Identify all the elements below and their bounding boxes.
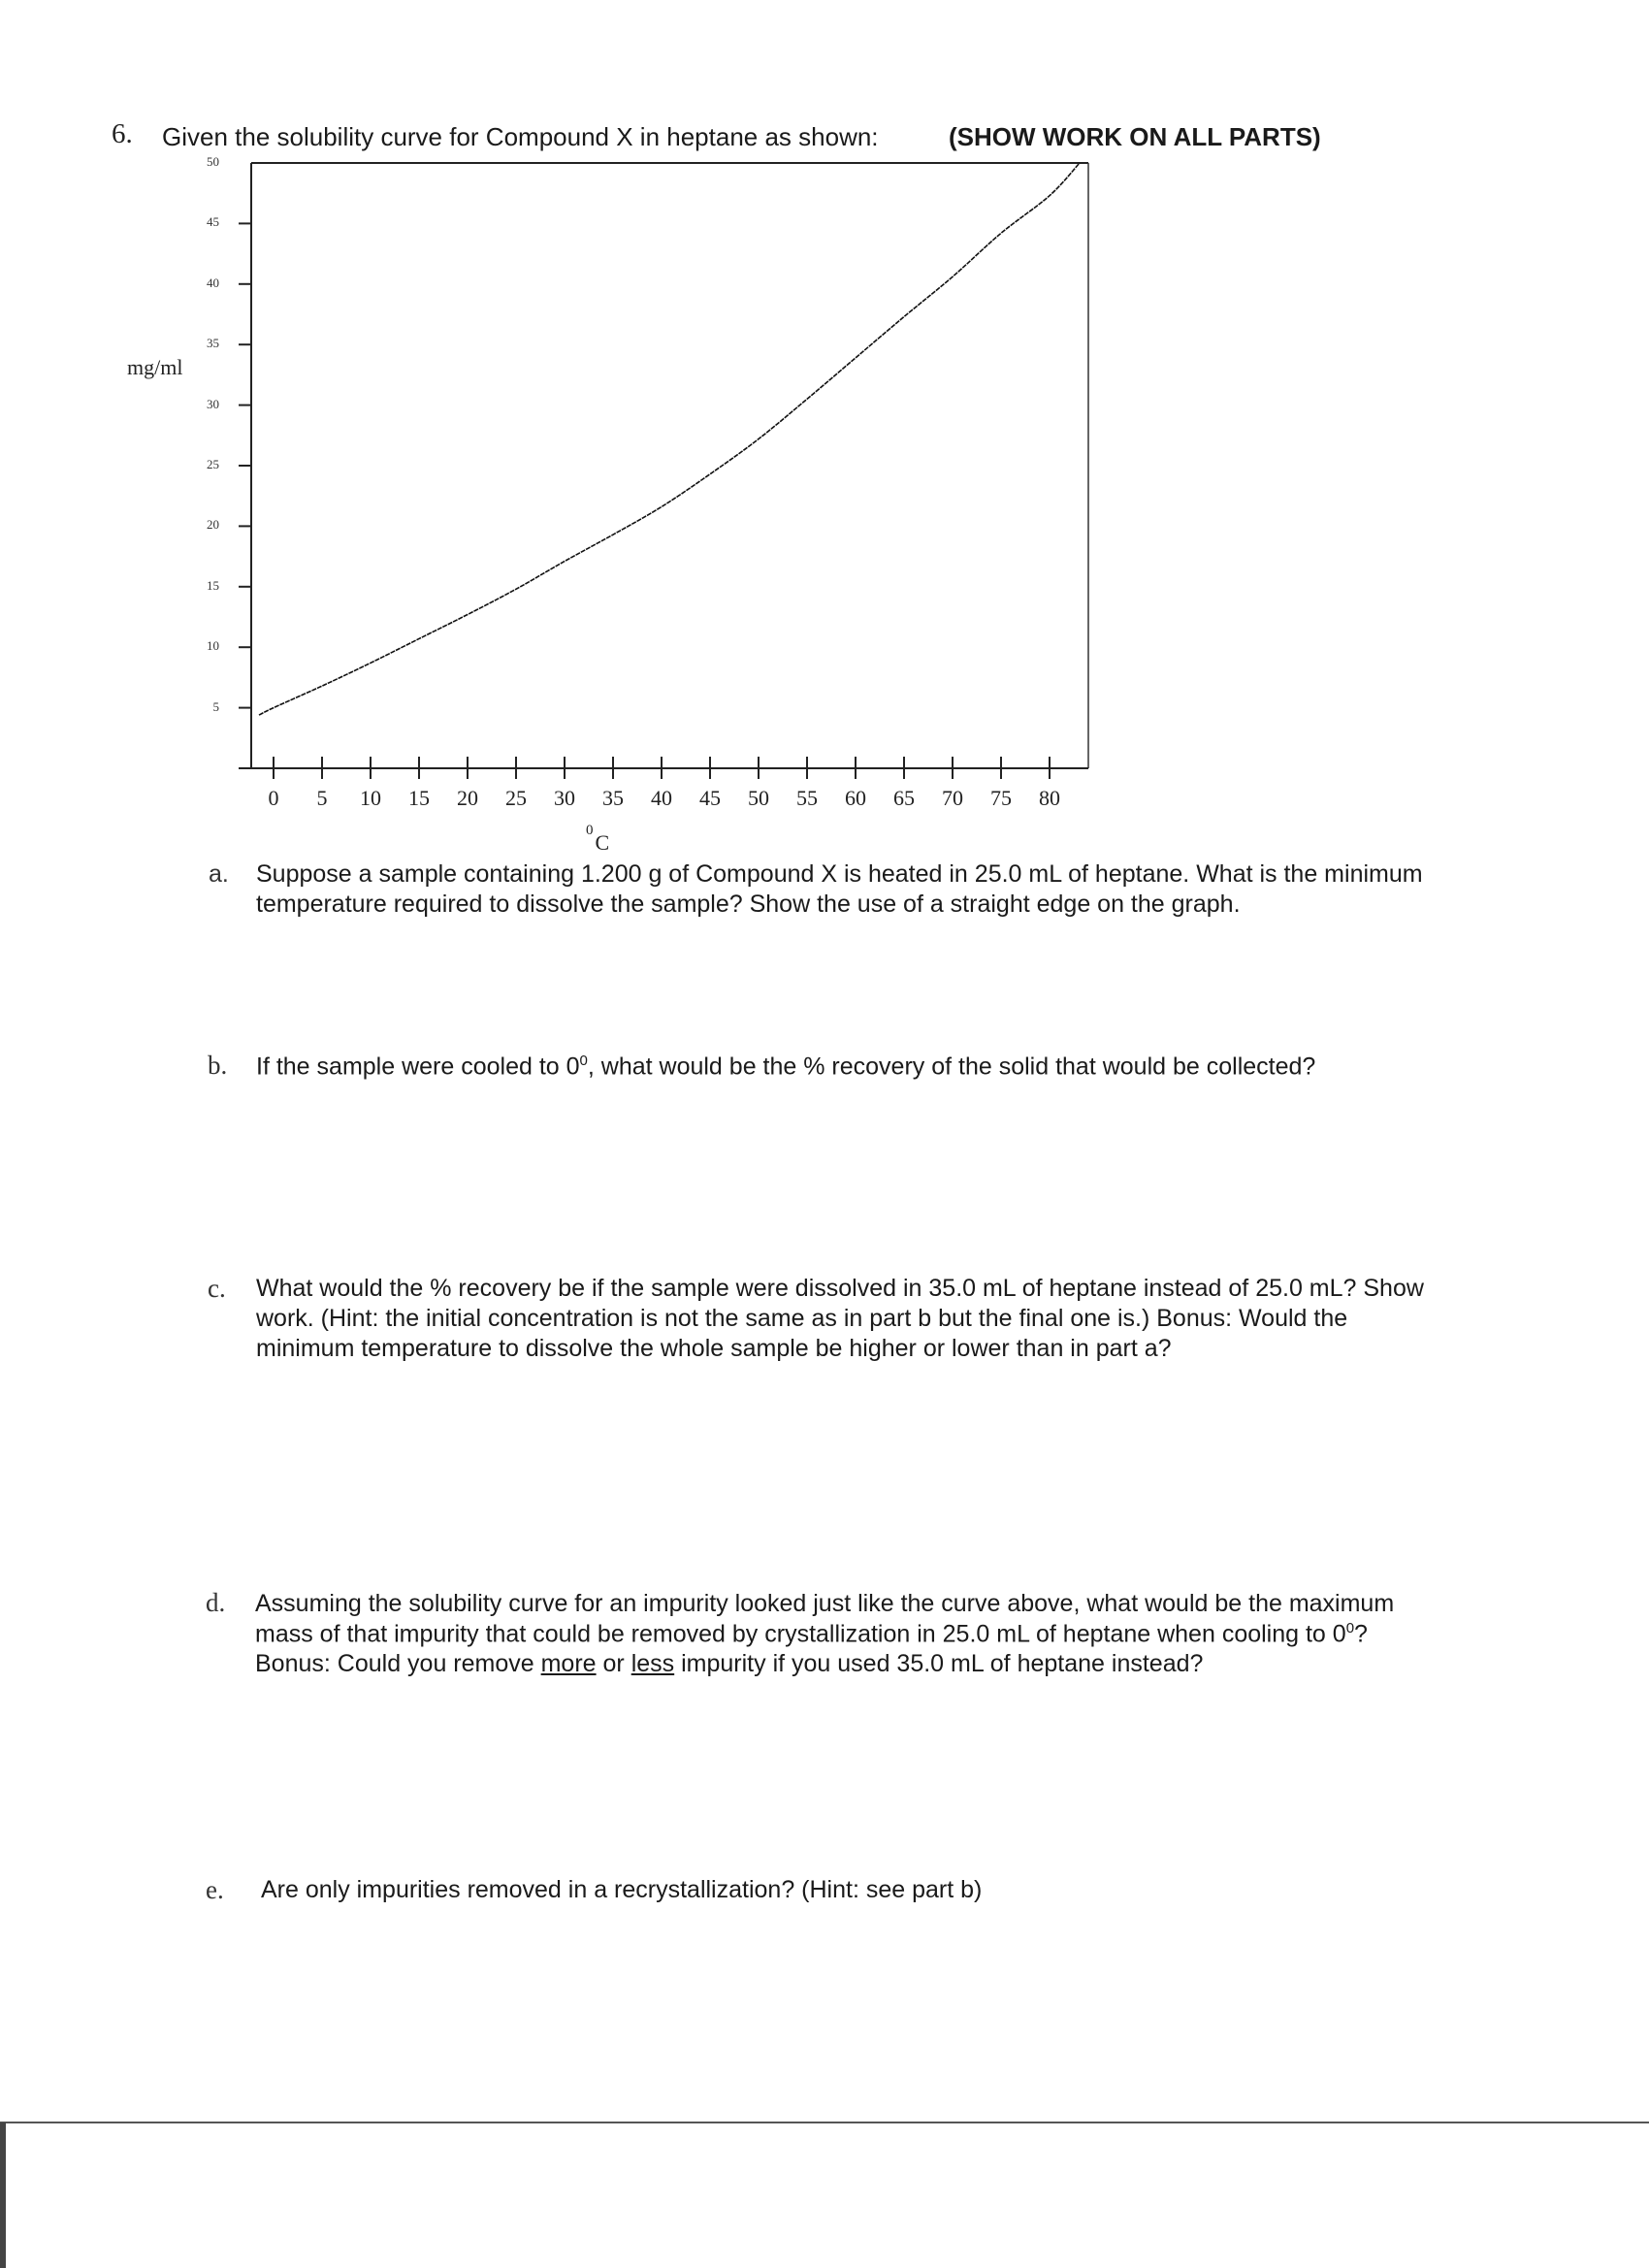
y-tick-label: 50 — [207, 154, 219, 169]
x-tick-label: 70 — [942, 786, 963, 810]
part-d-line-2-end: ? — [1354, 1620, 1368, 1648]
degree-symbol: 0 — [586, 823, 594, 838]
x-tick-label: 20 — [457, 786, 478, 810]
degree-superscript: 0 — [579, 1053, 588, 1069]
underlined-more: more — [540, 1650, 597, 1677]
part-e-text: Are only impurities removed in a recrystallization? (Hint: see part b) — [261, 1876, 983, 1903]
x-tick-label: 65 — [893, 786, 915, 810]
solubility-curve — [259, 163, 1080, 715]
part-b-text-pre: If the sample were cooled to 0 — [256, 1053, 580, 1081]
part-d-line-3 — [255, 1650, 1203, 1678]
y-tick-label: 25 — [207, 457, 219, 471]
question-intro: Given the solubility curve for Compound X in heptane as shown: — [162, 122, 879, 151]
x-tick-label: 10 — [360, 786, 381, 810]
part-c-line-2: work. (Hint: the initial concentration is not the same as in part b but the final one is.) Bonus: Would the — [256, 1305, 1348, 1332]
y-tick-label: 10 — [207, 638, 219, 654]
celsius-unit: C — [595, 830, 610, 855]
x-tick-label: 40 — [651, 786, 672, 810]
page-edge-line — [0, 2122, 1649, 2123]
x-tick-label: 45 — [699, 786, 721, 810]
y-tick-label: 30 — [207, 396, 219, 411]
y-axis-label: mg/ml — [127, 355, 183, 379]
x-tick-label: 5 — [316, 786, 328, 810]
part-b-text-post: , what would be the % recovery of the solid that would be collected? — [587, 1053, 1316, 1081]
part-d-line-1: Assuming the solubility curve for an impurity looked just like the curve above, what would be the maximum — [255, 1590, 1395, 1617]
x-tick-label: 80 — [1039, 786, 1060, 810]
part-d-bonus-end: impurity if you used 35.0 mL of heptane instead? — [674, 1650, 1204, 1677]
part-d-line-2-text: mass of that impurity that could be removed by crystallization in 25.0 mL of heptane when cooling to 0 — [255, 1620, 1346, 1648]
part-d-or: or — [596, 1650, 631, 1677]
x-tick-label: 35 — [602, 786, 624, 810]
part-b-text — [256, 1053, 1315, 1081]
part-c-line-3: minimum temperature to dissolve the whole sample be higher or lower than in part a? — [256, 1335, 1172, 1362]
x-axis-label — [586, 823, 610, 855]
part-a-line-1: Suppose a sample containing 1.200 g of Compound X is heated in 25.0 mL of heptane. What is the minimum — [256, 860, 1423, 888]
y-tick-label: 20 — [207, 517, 219, 533]
x-tick-label: 30 — [554, 786, 575, 810]
part-c-line-1: What would the % recovery be if the sample were dissolved in 35.0 mL of heptane instead of 25.0 mL? Show — [256, 1275, 1424, 1302]
y-tick-label: 40 — [207, 275, 219, 290]
x-tick-label: 50 — [748, 786, 769, 810]
y-ticks — [239, 223, 251, 707]
question-number: 6. — [112, 118, 133, 149]
part-d-line-2 — [255, 1620, 1368, 1648]
chart-plot-area — [0, 0, 1649, 873]
x-tick-label: 60 — [845, 786, 866, 810]
y-tick-label: 15 — [207, 577, 219, 593]
x-tick-label: 75 — [990, 786, 1012, 810]
part-c-label: c. — [208, 1274, 226, 1303]
part-d-label: d. — [206, 1588, 226, 1617]
question-instruction: (SHOW WORK ON ALL PARTS) — [949, 122, 1321, 151]
part-e-label: e. — [206, 1875, 224, 1904]
page-edge-shadow — [0, 2122, 6, 2268]
y-tick-label: 45 — [207, 214, 219, 230]
part-a-line-2: temperature required to dissolve the sample? Show the use of a straight edge on the graph. — [256, 891, 1241, 918]
underlined-less: less — [630, 1650, 675, 1677]
y-tick-label: 35 — [207, 336, 219, 351]
x-tick-label: 15 — [408, 786, 430, 810]
part-d-bonus-text: Bonus: Could you remove — [255, 1650, 541, 1677]
degree-superscript: 0 — [1345, 1620, 1355, 1636]
x-tick-label: 25 — [505, 786, 527, 810]
x-tick-label: 0 — [268, 786, 279, 810]
x-tick-label: 55 — [796, 786, 818, 810]
part-a-label: a. — [209, 860, 229, 888]
y-tick-label: 5 — [212, 698, 219, 714]
part-b-label: b. — [208, 1051, 228, 1080]
